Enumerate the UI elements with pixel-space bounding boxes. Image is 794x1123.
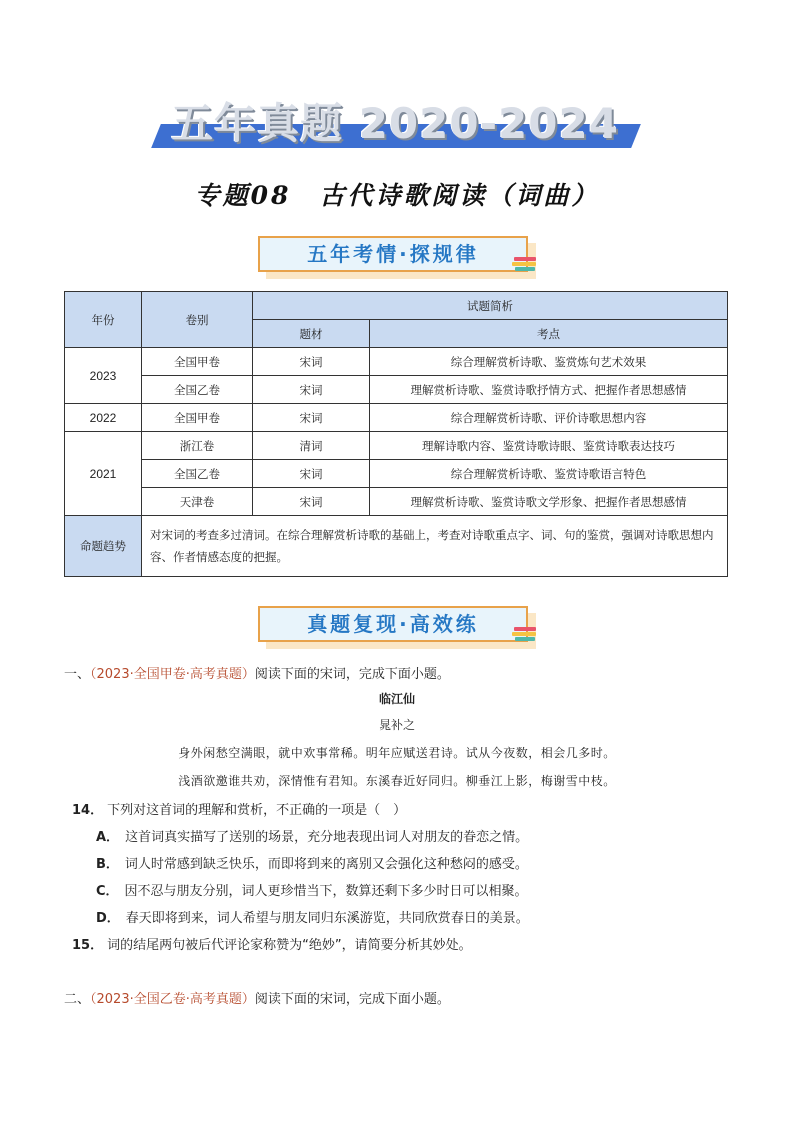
paper-cell: 全国乙卷 — [142, 460, 253, 488]
poem-line: 身外闲愁空满眼，就中欢事常稀。明年应赋送君诗。试从今夜数，相会几多时。 — [178, 746, 616, 760]
points-cell: 综合理解赏析诗歌、鉴赏诗歌语言特色 — [370, 460, 728, 488]
banner — [150, 96, 640, 156]
part2-instruction: 阅读下面的宋词，完成下面小题。 — [254, 992, 450, 1007]
header-paper: 卷别 — [142, 292, 253, 348]
material-cell: 宋词 — [253, 404, 370, 432]
section-header-practice — [258, 606, 528, 642]
header-points: 考点 — [370, 320, 728, 348]
paper-cell: 浙江卷 — [142, 432, 253, 460]
header-material: 题材 — [253, 320, 370, 348]
option-c — [96, 880, 528, 899]
part2-prefix: 二、 — [64, 992, 91, 1007]
material-cell: 宋词 — [253, 488, 370, 516]
material-cell: 宋词 — [253, 460, 370, 488]
points-cell: 理解诗歌内容、鉴赏诗歌诗眼、鉴赏诗歌表达技巧 — [370, 432, 728, 460]
question-15 — [72, 934, 472, 953]
books-icon — [512, 626, 538, 644]
table-row — [65, 432, 728, 460]
table-row — [65, 404, 728, 432]
exam-analysis-table — [64, 291, 728, 577]
question-number: 14． — [72, 803, 104, 818]
question-text: 下列对这首词的理解和赏析，不正确的一项是（ ） — [107, 803, 407, 818]
year-cell: 2023 — [65, 348, 142, 404]
points-cell: 综合理解赏析诗歌、鉴赏炼句艺术效果 — [370, 348, 728, 376]
points-cell: 综合理解赏析诗歌、评价诗歌思想内容 — [370, 404, 728, 432]
year-cell: 2022 — [65, 404, 142, 432]
poem-line: 浅酒欲邀谁共劝，深情惟有君知。东溪春近好同归。柳垂江上影，梅谢雪中枝。 — [178, 774, 616, 788]
paper-cell: 全国甲卷 — [142, 348, 253, 376]
option-text: 这首词真实描写了送别的场景，充分地表现出词人对朋友的眷恋之情。 — [125, 830, 529, 845]
paper-cell: 全国乙卷 — [142, 376, 253, 404]
part1-intro — [64, 663, 450, 682]
section-header-trends — [258, 236, 528, 272]
table-row — [65, 376, 728, 404]
option-b — [96, 853, 528, 872]
question-number: 15． — [72, 938, 104, 953]
page-title: 专题08 古代诗歌阅读（词曲） — [194, 181, 600, 210]
option-letter: B． — [96, 857, 119, 872]
header-year: 年份 — [65, 292, 142, 348]
material-cell: 宋词 — [253, 376, 370, 404]
points-cell: 理解赏析诗歌、鉴赏诗歌抒情方式、把握作者思想感情 — [370, 376, 728, 404]
points-cell: 理解赏析诗歌、鉴赏诗歌文学形象、把握作者思想感情 — [370, 488, 728, 516]
poem-author: 晁补之 — [378, 718, 415, 732]
option-letter: A． — [96, 830, 120, 845]
option-letter: C． — [96, 884, 119, 899]
trend-label: 命题趋势 — [65, 516, 142, 577]
section-header-label: 真题复现·高效练 — [307, 612, 479, 636]
part1-instruction: 阅读下面的宋词，完成下面小题。 — [254, 667, 450, 682]
option-letter: D． — [96, 911, 120, 926]
paper-cell: 天津卷 — [142, 488, 253, 516]
section-header-label: 五年考情·探规律 — [307, 242, 479, 266]
trend-text: 对宋词的考查多过清词。在综合理解赏析诗歌的基础上，考查对诗歌重点字、词、句的鉴赏，强调对诗歌思想内容、作者情感态度的把握。 — [142, 516, 728, 577]
table-row-trend — [65, 516, 728, 577]
question-text: 词的结尾两句被后代评论家称赞为“绝妙”，请简要分析其妙处。 — [107, 938, 472, 953]
option-d — [96, 907, 529, 926]
material-cell: 宋词 — [253, 348, 370, 376]
header-analysis: 试题简析 — [253, 292, 728, 320]
option-text: 词人时常感到缺乏快乐，而即将到来的离别又会强化这种愁闷的感受。 — [124, 857, 528, 872]
part1-prefix: 一、 — [64, 667, 91, 682]
option-text: 春天即将到来，词人希望与朋友同归东溪游览，共同欣赏春日的美景。 — [125, 911, 529, 926]
year-cell: 2021 — [65, 432, 142, 516]
option-text: 因不忍与朋友分别，词人更珍惜当下，数算还剩下多少时日可以相聚。 — [124, 884, 528, 899]
question-14 — [72, 799, 406, 818]
table-row — [65, 488, 728, 516]
paper-cell: 全国甲卷 — [142, 404, 253, 432]
poem-title: 临江仙 — [378, 692, 415, 706]
banner-text: 五年真题 2020-2024 — [171, 99, 619, 148]
material-cell: 清词 — [253, 432, 370, 460]
part2-intro — [64, 988, 450, 1007]
option-a — [96, 826, 528, 845]
books-icon — [512, 256, 538, 274]
table-row — [65, 460, 728, 488]
part2-source: （2023·全国乙卷·高考真题） — [90, 992, 255, 1007]
part1-source: （2023·全国甲卷·高考真题） — [90, 667, 255, 682]
table-row — [65, 348, 728, 376]
